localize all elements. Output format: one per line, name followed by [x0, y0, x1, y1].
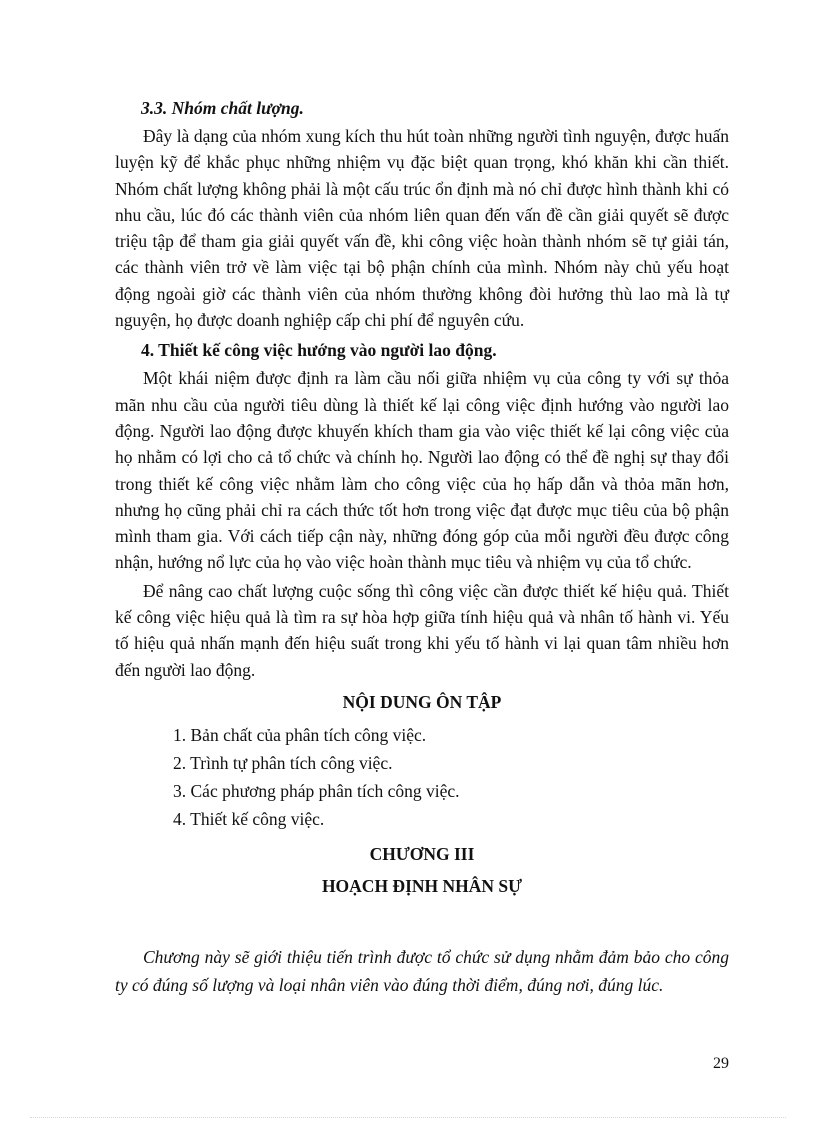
review-item: 2. Trình tự phân tích công việc.	[173, 752, 393, 773]
review-list	[115, 721, 729, 833]
review-item: 4. Thiết kế công việc.	[173, 808, 325, 829]
document-page	[115, 95, 729, 999]
section-4-paragraph-1: Một khái niệm được định ra làm cầu nối giữa nhiệm vụ của công ty với sự thỏa mãn nhu cầu của người tiêu dùng là thiết kế lại công việc định hướng vào người lao động. Người lao động được khuyến khích tham gia vào việc thiết kế lại công việc của họ nhằm có lợi cho cả tổ chức và chính họ. Người lao động có thể đề nghị sự thay đổi trong thiết kế công việc nhằm làm cho công việc của họ hấp dẫn và thỏa mãn hơn, nhưng họ cũng phải chỉ ra cách thức tốt hơn trong việc đạt được mục tiêu của bộ phận mình tham gia. Với cách tiếp cận này, những đóng góp của mỗi người đều được công nhận, hướng nổ lực của họ vào việc hoàn thành mục tiêu và nhiệm vụ của tổ chức.	[115, 368, 729, 573]
chapter-number: CHƯƠNG III	[369, 843, 475, 864]
page-bottom-divider	[30, 1117, 786, 1118]
section-3-3-paragraph: Đây là dạng của nhóm xung kích thu hút toàn những người tình nguyện, được huấn luyện kỹ để khắc phục những nhiệm vụ đặc biệt quan trọng, khó khăn khi cần thiết. Nhóm chất lượng không phải là một cấu trúc ổn định mà nó chỉ được hình thành khi có nhu cầu, lúc đó các thành viên của nhóm liên quan đến vấn đề cần giải quyết sẽ được triệu tập để tham gia giải quyết vấn đề, khi công việc hoàn thành nhóm sẽ tự giải tán, các thành viên trở về làm việc tại bộ phận chính của mình. Nhóm này chủ yếu hoạt động ngoài giờ các thành viên của nhóm thường không đòi hưởng thù lao mà là tự nguyện, họ được doanh nghiệp cấp chi phí để nguyên cứu.	[115, 126, 729, 331]
section-4-paragraph-2: Để nâng cao chất lượng cuộc sống thì công việc cần được thiết kế hiệu quả. Thiết kế công việc hiệu quả là tìm ra sự hòa hợp giữa tính hiệu quả và nhân tố hành vi. Yếu tố hiệu quả nhấn mạnh đến hiệu suất trong khi yếu tố hành vi lại quan tâm nhiều hơn đến người lao động.	[115, 580, 729, 680]
section-3-3-heading: 3.3. Nhóm chất lượng.	[141, 98, 304, 118]
chapter-title: HOẠCH ĐỊNH NHÂN SỰ	[321, 875, 523, 896]
review-item: 1. Bản chất của phân tích công việc.	[173, 724, 427, 745]
review-title: NỘI DUNG ÔN TẬP	[342, 691, 502, 712]
review-item: 3. Các phương pháp phân tích công việc.	[173, 780, 460, 801]
section-4-heading: 4. Thiết kế công việc hướng vào người lao động.	[141, 340, 497, 361]
page-number: 29	[713, 1055, 729, 1072]
chapter-intro: Chương này sẽ giới thiệu tiến trình được tổ chức sử dụng nhằm đảm bảo cho công ty có đúng số lượng và loại nhân viên vào đúng thời điểm, đúng nơi, đúng lúc.	[115, 946, 729, 995]
